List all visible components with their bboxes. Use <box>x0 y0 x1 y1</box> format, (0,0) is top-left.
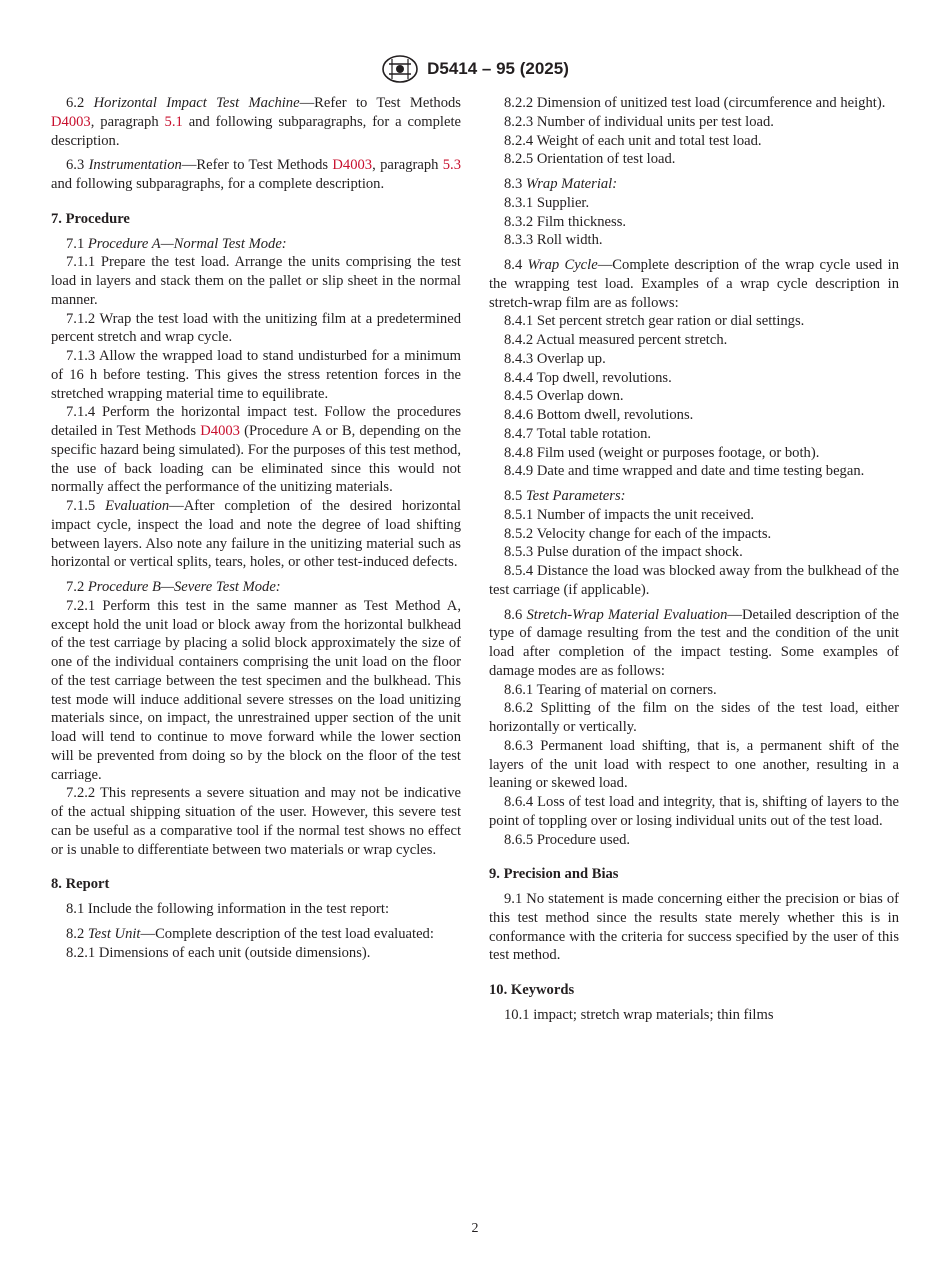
right-column <box>489 94 899 1025</box>
para-8-2: 8.2 Test Unit—Complete description of the test load evaluated: <box>66 925 434 942</box>
para-7-1: 7.1 Procedure A—Normal Test Mode: <box>66 235 287 252</box>
left-column <box>51 94 461 962</box>
para-7-1-2: 7.1.2 Wrap the test load with the unitizing film at a predetermined percent stretch and wrap cycle. <box>51 310 461 346</box>
para-8-5-3: 8.5.3 Pulse duration of the impact shock. <box>504 544 743 561</box>
link-d4003[interactable]: D4003 <box>332 157 373 174</box>
section-heading-precision-bias: 9. Precision and Bias <box>489 866 619 883</box>
para-8-2-3: 8.2.3 Number of individual units per test load. <box>504 113 774 130</box>
astm-logo-icon <box>381 54 419 84</box>
para-6-2: 6.2 Horizontal Impact Test Machine—Refer to Test Methods D4003, paragraph 5.1 and following subparagraphs, for a complete description. <box>51 95 461 149</box>
para-8-4-9: 8.4.9 Date and time wrapped and date and time testing began. <box>504 463 865 480</box>
link-paragraph-5-1[interactable]: 5.1 <box>164 113 183 130</box>
para-9-1: 9.1 No statement is made concerning either the precision or bias of this test method since the results state merely whether this is in conformance with the criteria for success specified by the user of this test method. <box>489 891 899 964</box>
para-8-4-6: 8.4.6 Bottom dwell, revolutions. <box>504 407 694 423</box>
para-8-5: 8.5 Test Parameters: <box>504 488 626 504</box>
para-7-1-1: 7.1.1 Prepare the test load. Arrange the units comprising the test load in layers and stack them on the pallet or slip sheet in the normal manner. <box>51 254 461 308</box>
para-8-6-2: 8.6.2 Splitting of the film on the sides of the test load, either horizontally or vertically. <box>489 700 899 735</box>
para-8-1: 8.1 Include the following information in the test report: <box>66 901 390 917</box>
para-8-4-4: 8.4.4 Top dwell, revolutions. <box>504 369 672 386</box>
para-8-4-3: 8.4.3 Overlap up. <box>504 350 606 367</box>
para-8-5-2: 8.5.2 Velocity change for each of the impacts. <box>504 525 772 542</box>
link-d4003[interactable]: D4003 <box>51 113 91 130</box>
para-7-2: 7.2 Procedure B—Severe Test Mode: <box>66 579 281 595</box>
para-8-3-2: 8.3.2 Film thickness. <box>504 213 627 230</box>
para-7-1-5: 7.1.5 Evaluation—After completion of the desired horizontal impact cycle, inspect the load and note the degree of load shifting between layers. Also note any failure in the unitizing material such as horizontal or vertical splits, tears, holes, or other test-induced defects. <box>51 498 461 571</box>
page-header <box>0 54 950 84</box>
para-8-4-1: 8.4.1 Set percent stretch gear ration or dial settings. <box>504 313 805 330</box>
para-7-2-1: 7.2.1 Perform this test in the same manner as Test Method A, except hold the unit load or block away from the horizontal bulkhead of the test carriage by placing a solid block approximately the size of one of the individual containers comprising the unit load on the floor of the test carriage between the test specimen and the bulkhead. This test mode will induce additional severe stresses on the load unitizing materials since, on impact, the unrestrained upper section of the unit load will tend to continue to move forward while the lower section will be prevented from doing so by the block on the floor of the test carriage. <box>51 597 461 783</box>
para-8-3-1: 8.3.1 Supplier. <box>504 194 590 211</box>
para-7-1-3: 7.1.3 Allow the wrapped load to stand undisturbed for a minimum of 16 h before testing. This gives the stress retention forces in the stretched wrapping material time to equilibrate. <box>51 348 461 402</box>
para-8-3-3: 8.3.3 Roll width. <box>504 232 603 249</box>
para-6-3: 6.3 Instrumentation—Refer to Test Methods D4003, paragraph 5.3 and following subparagraphs, for a complete description. <box>51 157 461 192</box>
para-7-2-2: 7.2.2 This represents a severe situation and may not be indicative of the actual shipping situation of the user. However, this severe test can be useful as a comparative tool if the normal test shows no effect or is unable to differentiate between two materials or wrap cycles. <box>51 785 461 858</box>
section-heading-procedure: 7. Procedure <box>51 210 130 227</box>
para-8-6-5: 8.6.5 Procedure used. <box>504 831 631 848</box>
document-designation: D5414 – 95 (2025) <box>427 59 569 78</box>
link-paragraph-5-3[interactable]: 5.3 <box>442 157 461 174</box>
section-heading-report: 8. Report <box>51 876 110 893</box>
para-10-1: 10.1 impact; stretch wrap materials; thin films <box>504 1006 774 1023</box>
para-8-6-1: 8.6.1 Tearing of material on corners. <box>504 681 717 698</box>
para-8-4-5: 8.4.5 Overlap down. <box>504 388 624 405</box>
para-8-3: 8.3 Wrap Material: <box>504 176 618 192</box>
para-8-2-1: 8.2.1 Dimensions of each unit (outside dimensions). <box>66 944 371 961</box>
para-8-2-2: 8.2.2 Dimension of unitized test load (circumference and height). <box>504 95 886 111</box>
para-8-4-2: 8.4.2 Actual measured percent stretch. <box>504 332 728 348</box>
para-7-1-4: 7.1.4 Perform the horizontal impact test. Follow the procedures detailed in Test Methods D4003 (Procedure A or B, depending on the specific hazard being simulated). For the purposes of this test method, the use of back loading can be eliminated since this would not normally affect the performance of the unitizing materials. <box>51 404 461 496</box>
para-8-5-1: 8.5.1 Number of impacts the unit received. <box>504 506 755 523</box>
para-8-5-4: 8.5.4 Distance the load was blocked away from the bulkhead of the test carriage (if applicable). <box>489 563 899 598</box>
para-8-4: 8.4 Wrap Cycle—Complete description of the wrap cycle used in the wrapping test load. Examples of a wrap cycle description in stretch-wrap film are as follows: <box>489 257 900 311</box>
page-number: 2 <box>471 1221 479 1236</box>
para-8-4-7: 8.4.7 Total table rotation. <box>504 425 652 442</box>
para-8-6-3: 8.6.3 Permanent load shifting, that is, a permanent shift of the layers of the unit load with respect to one another, resulting in a leaning or skewed load. <box>489 737 899 792</box>
para-8-2-4: 8.2.4 Weight of each unit and total test load. <box>504 132 762 149</box>
section-heading-keywords: 10. Keywords <box>489 982 575 998</box>
para-8-6-4: 8.6.4 Loss of test load and integrity, that is, shifting of layers to the point of toppling over or losing individual units out of the test load. <box>489 794 899 829</box>
para-8-6: 8.6 Stretch-Wrap Material Evaluation—Detailed description of the type of damage resulting from the test and the condition of the unit load after completion of the impact testing. Some examples of damage modes are as follows: <box>489 606 899 679</box>
para-8-2-5: 8.2.5 Orientation of test load. <box>504 151 676 168</box>
para-8-4-8: 8.4.8 Film used (weight or purposes footage, or both). <box>504 444 820 461</box>
link-d4003[interactable]: D4003 <box>200 423 240 439</box>
